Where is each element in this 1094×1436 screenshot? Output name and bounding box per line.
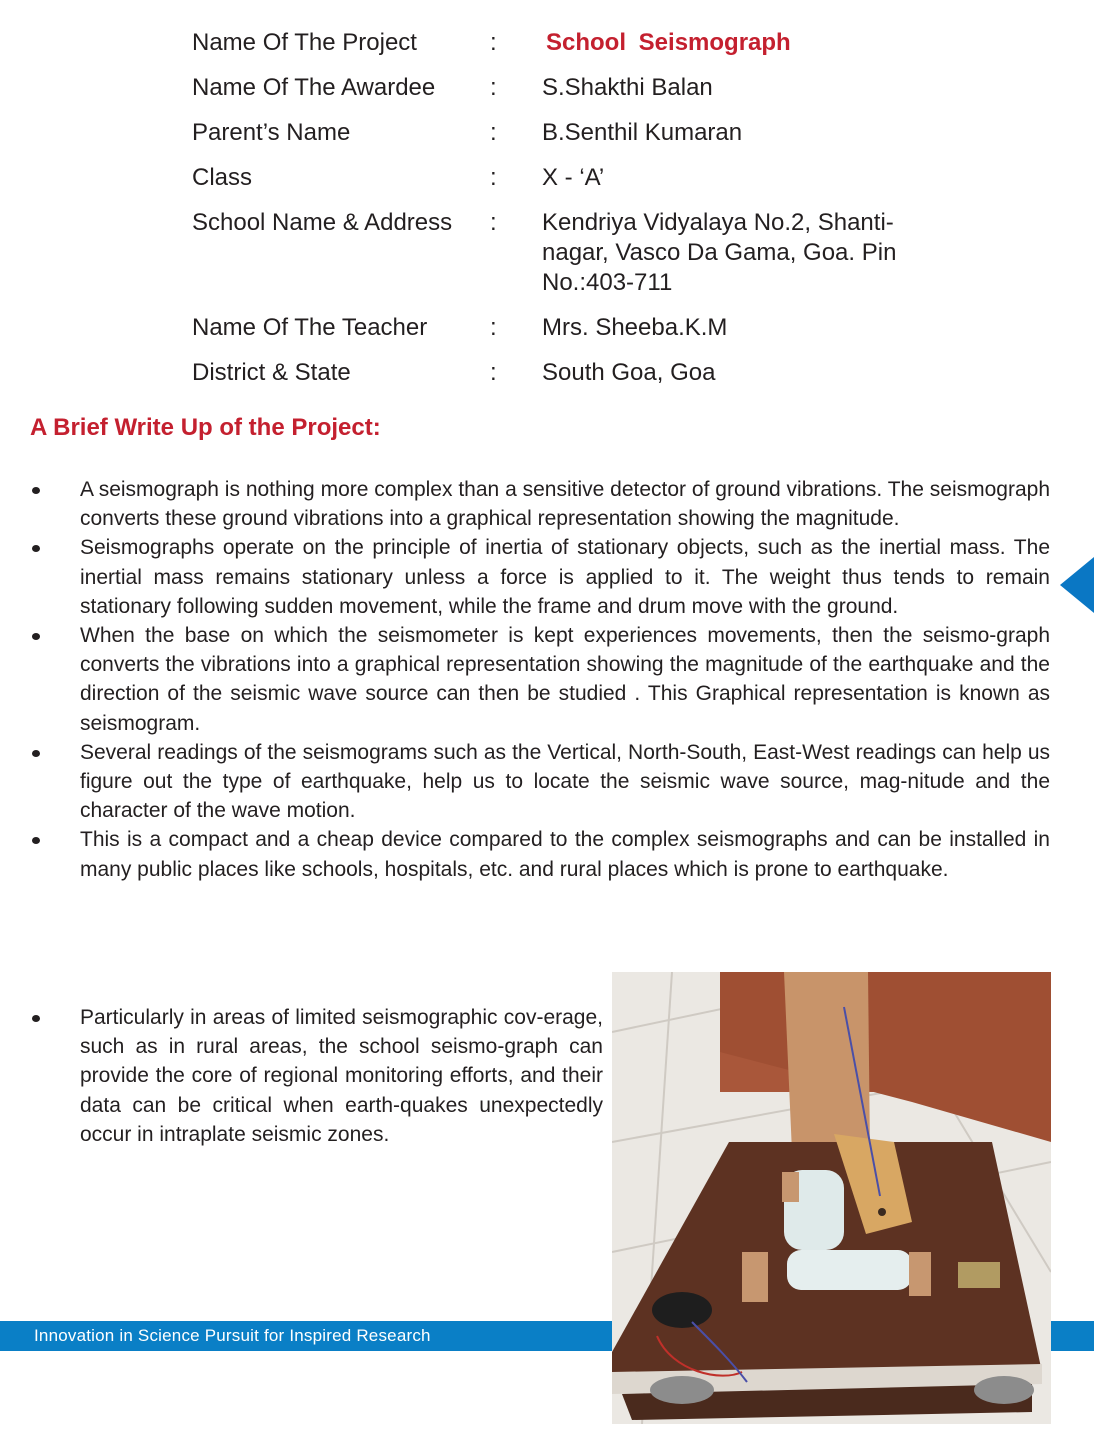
detail-row-class <box>192 163 952 193</box>
school-address: Kendriya Vidyalaya No.2, Shanti-nagar, Vasco Da Gama, Goa. Pin No.:403-711 <box>542 209 897 296</box>
detail-row-project <box>192 28 952 58</box>
detail-row-parent <box>192 118 952 148</box>
bullet-item <box>28 1003 603 1149</box>
spring-left <box>650 1376 714 1404</box>
bullet-text: A seismograph is nothing more complex than a sensitive detector of ground vibrations. The seismograph converts these ground vibrations into a graphical representation showing the magnitude. <box>80 478 1050 531</box>
detail-label: Parent’s Name <box>192 119 351 146</box>
buzzer <box>652 1292 712 1328</box>
bullet-icon <box>28 738 80 826</box>
bullet-item <box>28 475 1050 533</box>
detail-colon: : <box>490 209 497 236</box>
bullet-item <box>28 825 1050 883</box>
detail-label: Name Of The Awardee <box>192 74 436 101</box>
project-name: School Seismograph <box>546 29 791 56</box>
roll-holder <box>782 1172 799 1202</box>
detail-colon: : <box>490 314 497 341</box>
page-edge-triangle-icon <box>1060 557 1094 613</box>
bullet-text: Several readings of the seismograms such as the Vertical, North-South, East-West readings can help us figure out the type of earthquake, help us to locate the seismic wave source, mag-nitude and the character of the wave motion. <box>80 740 1050 823</box>
awardee-name: S.Shakthi Balan <box>542 74 713 101</box>
bullet-item <box>28 533 1050 621</box>
detail-row-school <box>192 208 952 298</box>
bullet-icon <box>28 621 80 738</box>
spring-right <box>974 1376 1034 1404</box>
seismograph-photo-illustration <box>612 972 1051 1424</box>
detail-colon: : <box>490 29 497 56</box>
detail-label: Class <box>192 164 253 191</box>
pendulum-hole <box>878 1208 886 1216</box>
footer-band-right <box>1051 1321 1094 1351</box>
bullet-icon <box>28 1003 80 1149</box>
detail-colon: : <box>490 359 497 386</box>
detail-label: District & State <box>192 359 351 386</box>
bullet-icon <box>28 475 80 533</box>
bullet-text: When the base on which the seismometer is kept experiences movements, then the seismo-graph converts the vibrations into a graphical representation showing the magnitude of the earthquake and the direction of the seismic wave source can then be studied . This Graphical representation is known as seismogram. <box>80 624 1050 735</box>
detail-row-awardee <box>192 73 952 103</box>
detail-label: School Name & Address <box>192 209 453 236</box>
seismograph-photo <box>612 972 1051 1424</box>
writeup-heading: A Brief Write Up of the Project: <box>30 414 381 441</box>
bullet-text: Particularly in areas of limited seismographic cov-erage, such as in rural areas, the school seismo-graph can provide the core of regional monitoring efforts, and their data can be critical when earth-quakes unexpectedly occur in intraplate seismic zones. <box>80 1006 603 1146</box>
project-details-table <box>192 28 952 403</box>
parent-name: B.Senthil Kumaran <box>542 119 743 146</box>
detail-label: Name Of The Teacher <box>192 314 428 341</box>
detail-colon: : <box>490 74 497 101</box>
detail-colon: : <box>490 164 497 191</box>
paper-roll <box>787 1250 912 1290</box>
bullet-icon <box>28 533 80 621</box>
motor <box>958 1262 1000 1288</box>
teacher-name: Mrs. Sheeba.K.M <box>542 314 728 341</box>
drum-support-right <box>909 1252 931 1296</box>
footer-tagline: Innovation in Science Pursuit for Inspired Research <box>34 1326 431 1345</box>
detail-row-teacher <box>192 313 952 343</box>
detail-row-district <box>192 358 952 388</box>
writeup-bullet-list <box>28 475 1050 884</box>
detail-colon: : <box>490 119 497 146</box>
bullet-text: Seismographs operate on the principle of inertia of stationary objects, such as the inertial mass. The inertial mass remains stationary unless a force is applied to it. The weight thus tends to remain stationary following sudden movement, while the frame and drum move with the ground. <box>80 536 1050 618</box>
bullet-item <box>28 621 1050 738</box>
wooden-post <box>784 972 870 1152</box>
bullet-text: This is a compact and a cheap device compared to the complex seismographs and can be installed in many public places like schools, hospitals, etc. and rural places which is prone to earthquake. <box>80 828 1050 881</box>
drum-support-left <box>742 1252 768 1302</box>
bullet-item <box>28 738 1050 826</box>
class-value: X - ‘A’ <box>542 164 605 191</box>
district-state: South Goa, Goa <box>542 359 716 386</box>
detail-label: Name Of The Project <box>192 29 417 56</box>
bullet-icon <box>28 825 80 883</box>
writeup-last-bullet <box>28 1003 603 1149</box>
